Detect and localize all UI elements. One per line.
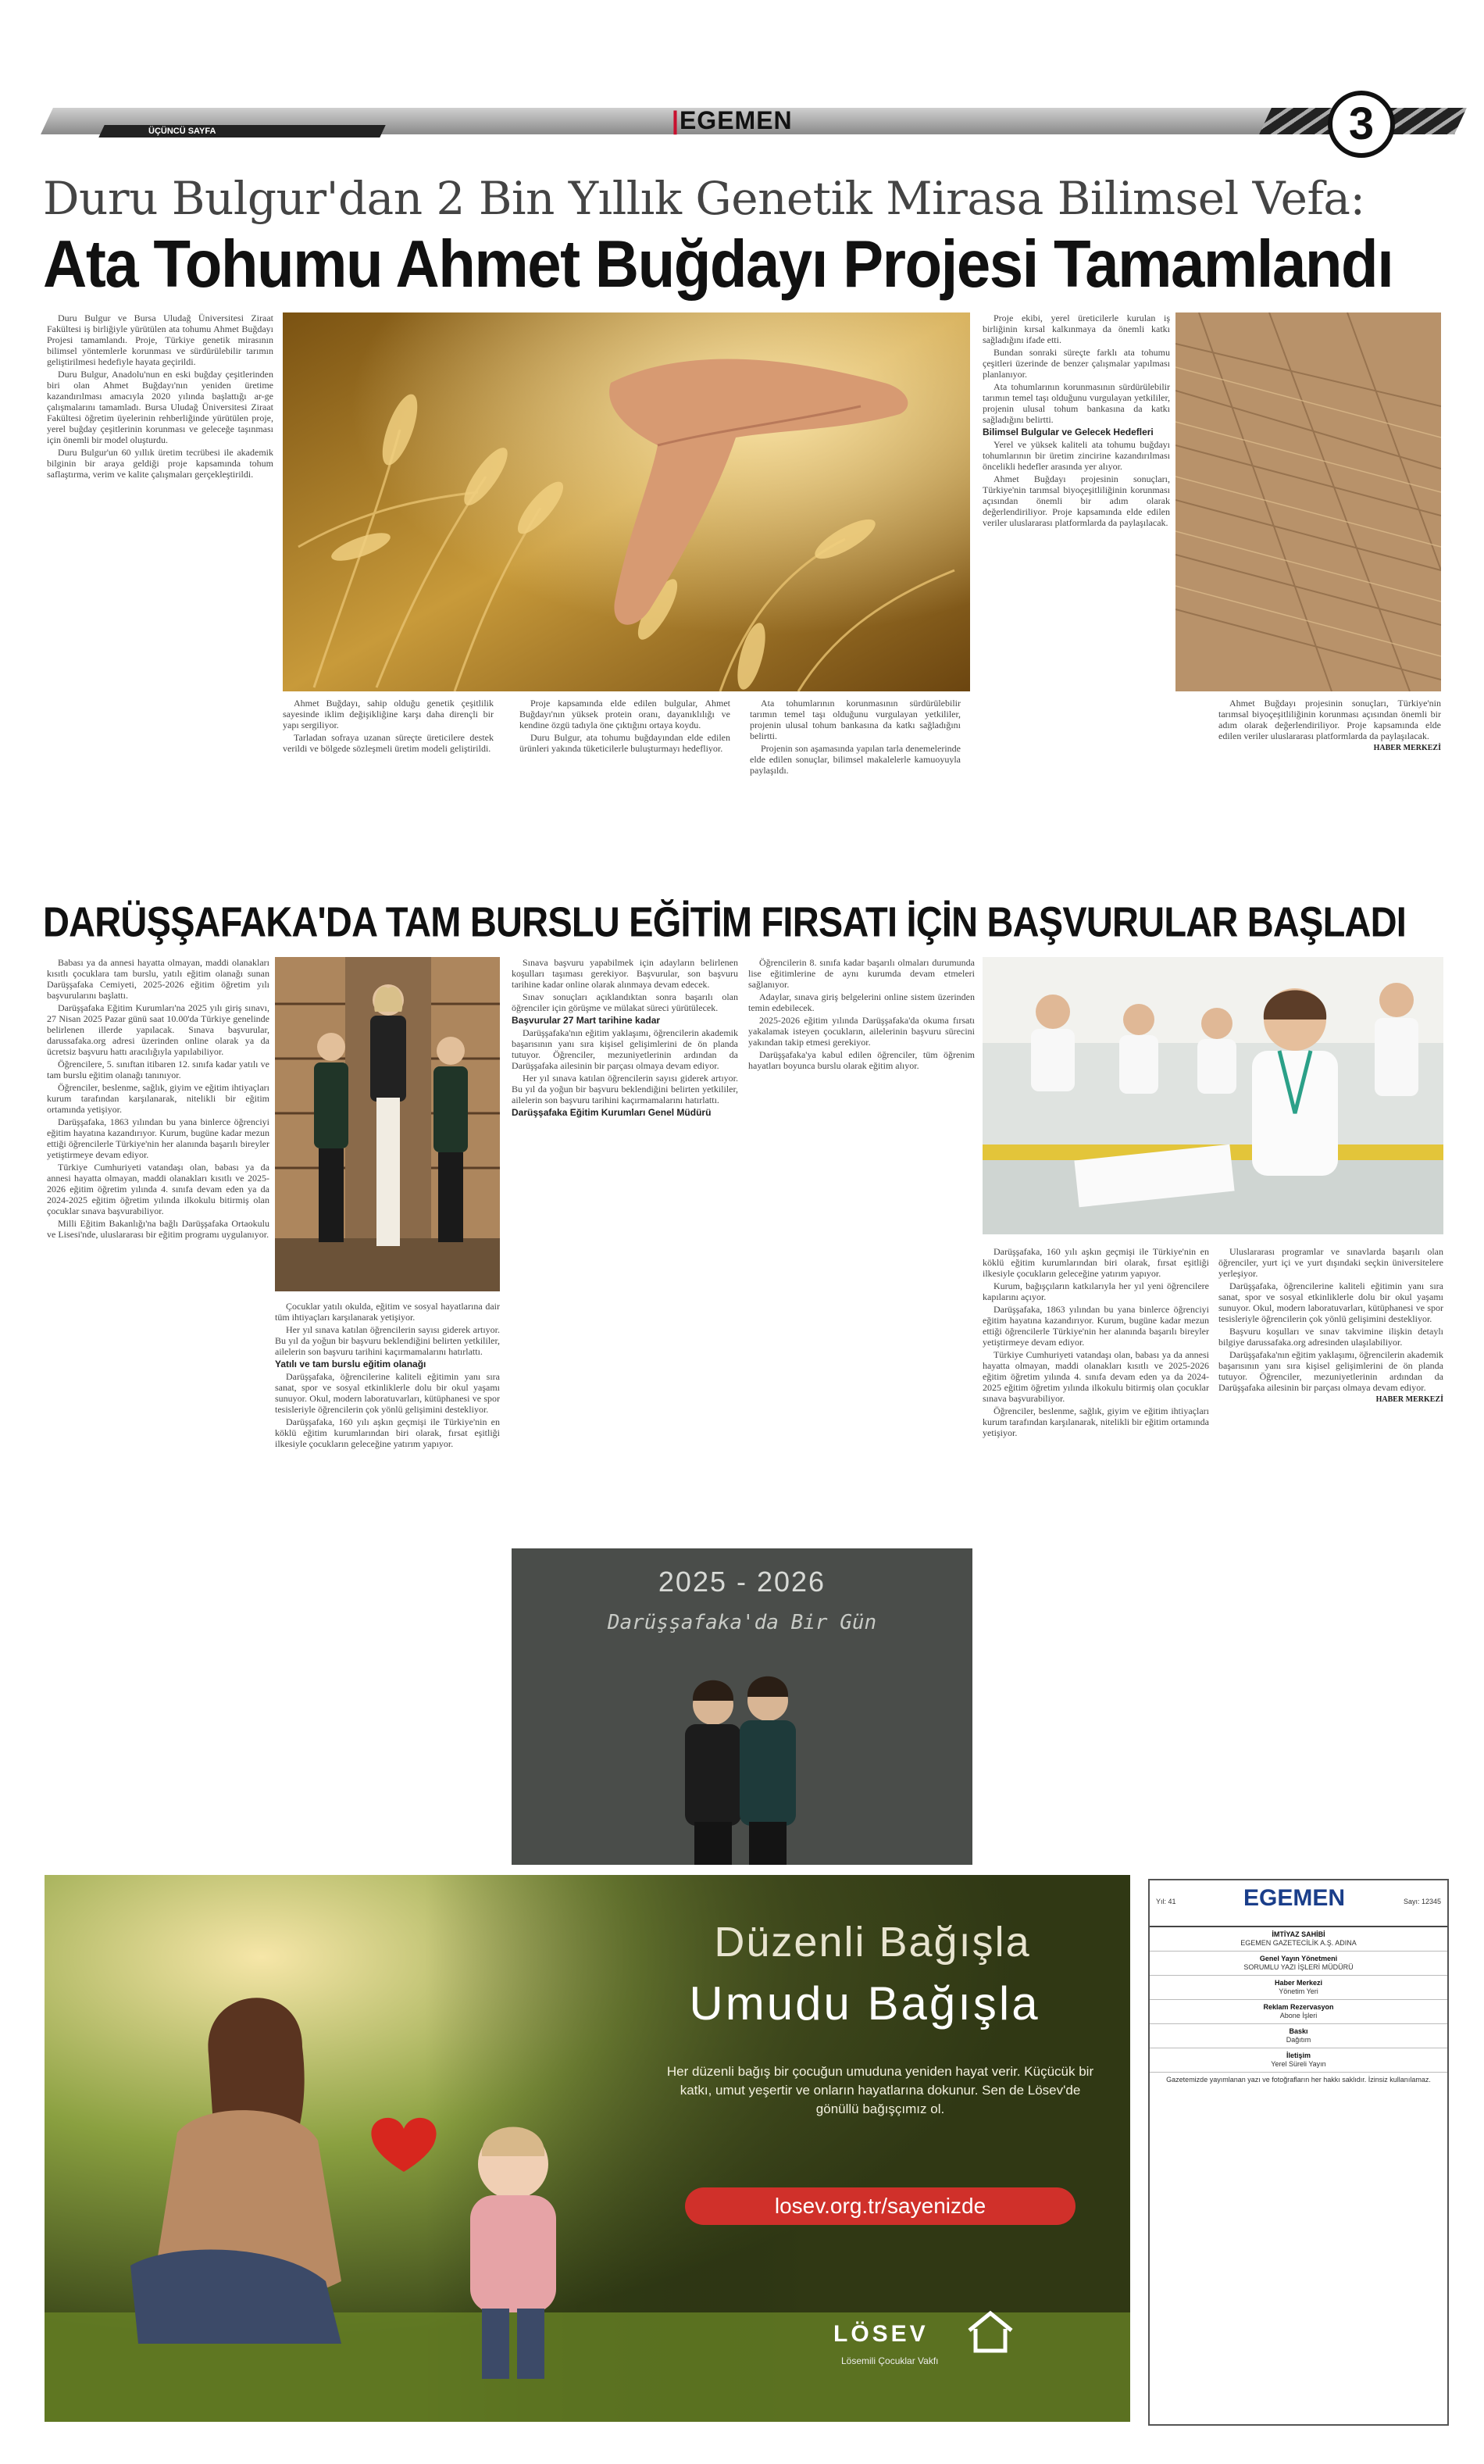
paragraph: Öğrencilere, 5. sınıftan itibaren 12. sınıfa kadar yatılı ve tam burslu eğitim olanağı tanınıyor. (47, 1059, 269, 1080)
paragraph: Uluslararası programlar ve sınavlarda başarılı olan öğrenciler, yurt içi ve yurt dışındaki seçkin üniversitelere yerleşiyor. (1218, 1246, 1443, 1279)
students-library-illustration (275, 957, 500, 1291)
paragraph: Her yıl sınava katılan öğrencilerin sayısı giderek artıyor. Bu yıl da yoğun bir başvuru beklendiğini belirten yetkililer, ailelerin son başvuru tarihini kaçırmamalarını hatırlattı. (275, 1324, 500, 1357)
imprint-row (1150, 1976, 1447, 2000)
paragraph: Türkiye Cumhuriyeti vatandaşı olan, babası ya da annesi hayatta olmayan, maddi olanakları kısıtlı ve 2025-2026 eğitim öğretim yılında 4. sınıfa devam eden ya da 2024-2025 eğitim öğretim yılında ilkokulu bitirmiş olan çocuklar sınava başvurabiliyor. (47, 1162, 269, 1216)
paragraph: Ahmet Buğdayı projesinin sonuçları, Türkiye'nin tarımsal biyoçeşitliliğinin korunması açısından önemli bir adım olarak değerlendiriliyor. Proje kapsamında elde edilen veriler uluslararası platformlarda da paylaşılacak. (983, 473, 1170, 528)
imprint-label: İletişim (1286, 2052, 1311, 2059)
students-library-photo (275, 957, 500, 1291)
paragraph: Babası ya da annesi hayatta olmayan, maddi olanakları kısıtlı çocuklara tam burslu, yatılı eğitim olanağı sunan Darüşşafaka Cemiyeti, 2025-2026 eğitim öğretim yılı başvurularını başlattı. (47, 957, 269, 1001)
article2-column-5 (983, 1246, 1209, 1863)
imprint-row (1150, 2024, 1447, 2048)
paragraph: Proje kapsamında elde edilen bulgular, Ahmet Buğdayı'nın yüksek protein oranı, dayanıklılığı ve kendine özgü tadıyla öne çıktığını ortaya koydu. (519, 698, 730, 730)
paragraph: Bundan sonraki süreçte farklı ata tohumu çeşitleri üzerinde de benzer çalışmalar yapılması planlanıyor. (983, 347, 1170, 380)
article1-column-4 (750, 698, 961, 823)
paragraph: Adaylar, sınava giriş belgelerini online sistem üzerinden temin edebilecek. (748, 991, 975, 1013)
subheading: Bilimsel Bulgular ve Gelecek Hedefleri (983, 427, 1154, 437)
article1-title-line2: Ata Tohumu Ahmet Buğdayı Projesi Tamamlandı (43, 226, 1393, 302)
subheading: Yatılı ve tam burslu eğitim olanağı (275, 1359, 426, 1369)
article2-column-4 (748, 957, 975, 1535)
classroom-illustration (983, 957, 1443, 1234)
paragraph: Darüşşafaka'nın eğitim yaklaşımı, öğrencilerin akademik başarısının yanı sıra kişisel gelişimlerini de ön planda tutuyor. Öğrenciler, mezuniyetlerinin ardından da Darüşşafaka ailesinin bir parçası olmaya devam ediyor. (512, 1027, 738, 1071)
paragraph: Duru Bulgur'un 60 yıllık üretim tecrübesi ile akademik bilginin bir araya geldiği proje kapsamında tohum saflaştırma, verim ve kalite çalışmaları gerçekleştirildi. (47, 447, 273, 480)
imprint-value: SORUMLU YAZI İŞLERİ MÜDÜRÜ (1243, 1963, 1354, 1971)
paragraph: Ata tohumlarının korunmasının sürdürülebilir tarımın temel taşı olduğunu vurgulayan yetkililer, projenin ulusal tohum bankasına da katkı sağladığını belirtti. (983, 381, 1170, 425)
masthead-date-strip (98, 125, 385, 137)
imprint-label: Genel Yayın Yönetmeni (1259, 1955, 1338, 1962)
wheat-hand-photo (283, 312, 970, 691)
paragraph: Darüşşafaka, öğrencilerine kaliteli eğitimin yanı sıra sanat, spor ve sosyal etkinliklerle dolu bir okul yaşamı sunuyor. Okul, modern laboratuvarları, kütüphanesi ve spor tesisleriyle öğrencilerin çok yönlü gelişimini destekliyor. (1218, 1280, 1443, 1324)
imprint-row (1150, 1927, 1447, 1952)
losev-logo-subtitle: Lösemili Çocuklar Vakfı (841, 2355, 939, 2366)
paragraph: Proje ekibi, yerel üreticilerle kurulan iş birliğinin kırsal kalkınmaya da önemli katkı sağladığını ifade etti. (983, 312, 1170, 345)
byline: HABER MERKEZİ (1375, 1395, 1443, 1404)
subheading: Darüşşafaka Eğitim Kurumları Genel Müdürü (512, 1107, 712, 1118)
paragraph: Öğrencilerin 8. sınıfa kadar başarılı olmaları durumunda lise eğitimlerine de aynı kurumda devam etmeleri sağlanıyor. (748, 957, 975, 990)
poster-years: 2025 - 2026 (658, 1566, 826, 1598)
article1-title-line1: Duru Bulgur'dan 2 Bin Yıllık Genetik Mirasa Bilimsel Vefa: (43, 172, 1365, 225)
imprint-value: Dağıtım (1286, 2036, 1311, 2044)
byline: HABER MERKEZİ (1373, 744, 1441, 752)
paragraph: Öğrenciler, beslenme, sağlık, giyim ve eğitim ihtiyaçları kurum tarafından karşılanarak, nitelikli bir eğitim ortamında yetişiyor. (983, 1405, 1209, 1438)
losev-logo-text: LÖSEV (833, 2321, 929, 2347)
ad-url-button[interactable]: losev.org.tr/sayenizde (685, 2187, 1076, 2225)
paragraph: Darüşşafaka Eğitim Kurumları'na 2025 yılı giriş sınavı, 27 Nisan 2025 Pazar günü saat 10.00'da Türkiye genelinde belirlenen illerde yapılacak. Sınava başvurular, darussafaka.org adresi üzerinden online olarak ya da ücretsiz başvuru hattı aracılığıyla yapılabiliyor. (47, 1002, 269, 1057)
losev-advertisement (45, 1875, 1130, 2422)
wheat-field-illustration (1175, 312, 1441, 691)
paragraph: Sınav sonuçları açıklandıktan sonra başarılı olan öğrenciler için görüşme ve mülakat süreci yürütülecek. (512, 991, 738, 1013)
imprint-label: Reklam Rezervasyon (1263, 2003, 1334, 2011)
masthead (47, 94, 1437, 148)
imprint-label: İMTİYAZ SAHİBİ (1272, 1930, 1325, 1938)
paragraph: Milli Eğitim Bakanlığı'na bağlı Darüşşafaka Ortaokulu ve Lisesi'nde, uluslararası bir eğitim programı uygulanıyor. (47, 1218, 269, 1240)
paragraph: Başvuru koşulları ve sınav takvimine ilişkin detaylı bilgiye darussafaka.org adresinden ulaşılabiliyor. (1218, 1326, 1443, 1348)
imprint-value: Yerel Süreli Yayın (1271, 2060, 1326, 2068)
darussafaka-poster (512, 1548, 972, 1865)
paragraph: Ahmet Buğdayı projesinin sonuçları, Türkiye'nin tarımsal biyoçeşitliliğinin korunması açısından önemli bir adım olarak değerlendiriliyor. Proje kapsamında elde edilen veriler uluslararası platformlarda da paylaşılacak. (1218, 698, 1441, 741)
article1-column-2 (283, 698, 494, 823)
paragraph: Projenin son aşamasında yapılan tarla denemelerinde elde edilen sonuçlar, bilimsel makalelerle kamuoyuyla paylaşıldı. (750, 743, 961, 776)
imprint-issue: Sayı: 12345 (1403, 1898, 1441, 1905)
paragraph: Darüşşafaka, öğrencilerine kaliteli eğitimin yanı sıra sanat, spor ve sosyal etkinliklerle dolu bir okul yaşamı sunuyor. Okul, modern laboratuvarları, kütüphanesi ve spor tesisleriyle öğrencilerin çok yönlü gelişimini destekliyor. (275, 1371, 500, 1415)
article2-title: DARÜŞŞAFAKA'DA TAM BURSLU EĞİTİM FIRSATI İÇİN BAŞVURULAR BAŞLADI (43, 898, 1407, 946)
imprint-logo: EGEMEN (1243, 1885, 1346, 1911)
ad-body-text: Her düzenli bağış bir çocuğun umuduna yeniden hayat verir. Küçücük bir katkı, umut yeşertir ve onların hayatlarına dokunur. Sen de Lösev'de gönüllü bağışçımız ol. (666, 2064, 1094, 2116)
paragraph: Ata tohumlarının korunmasının sürdürülebilir tarımın temel taşı olduğunu vurgulayan yetkililer, projenin ulusal tohum bankasına da katkı sağladığını belirtti. (750, 698, 961, 741)
article2-column-2 (275, 1301, 500, 1859)
page-number: 3 (1328, 91, 1395, 158)
paragraph: Türkiye Cumhuriyeti vatandaşı olan, babası ya da annesi hayatta olmayan, maddi olanakları kısıtlı ve 2025-2026 eğitim öğretim yılında 4. sınıfa devam eden ya da 2024-2025 eğitim öğretim yılında ilkokulu bitirmiş olan çocuklar sınava başvurabiliyor. (983, 1349, 1209, 1404)
article2-column-1 (47, 957, 269, 1859)
imprint-row (1150, 2048, 1447, 2073)
paragraph: Sınava başvuru yapabilmek için adayların belirlenen koşulları taşıması gerekiyor. Başvurular, son başvuru tarihine kadar online olarak alınmaya devam edecek. (512, 957, 738, 990)
paragraph: Yerel ve yüksek kaliteli ata tohumu buğdayı tohumlarının bir üretim zincirine kazandırılması öncelikli hedefler arasında yer alıyor. (983, 439, 1170, 472)
paragraph: Ahmet Buğdayı, sahip olduğu genetik çeşitlilik sayesinde iklim değişikliğine karşı daha dirençli bir yapı sergiliyor. (283, 698, 494, 730)
article1-column-5 (983, 312, 1170, 832)
paragraph: Duru Bulgur, ata tohumu buğdayından elde edilen ürünleri yakında tüketicilerle buluşturmayı hedefliyor. (519, 732, 730, 754)
masthead-date: ÜÇÜNCÜ SAYFA (148, 127, 216, 136)
imprint-row (1150, 1952, 1447, 1976)
house-icon (966, 2309, 1015, 2355)
paragraph: Darüşşafaka, 1863 yılından bu yana binlerce öğrenciyi eğitim hayatına kazandırıyor. Kurum, bugüne kadar mezun ettiği öğrencilerle Türkiye'nin her alanında başarılı bireyler yetiştirmeye devam ediyor. (47, 1116, 269, 1160)
paragraph: Kurum, bağışçıların katkılarıyla her yıl yeni öğrencilere kapılarını açıyor. (983, 1280, 1209, 1302)
imprint-header (1150, 1880, 1447, 1927)
paragraph: Tarladan sofraya uzanan süreçte üreticilere destek verildi ve bölgede sözleşmeli üretim modeli geliştirildi. (283, 732, 494, 754)
article1-column-1 (47, 312, 273, 820)
article1-column-6 (1218, 698, 1441, 823)
wheat-field-photo (1175, 312, 1441, 691)
poster-students-illustration (512, 1548, 972, 1865)
paragraph: Her yıl sınava katılan öğrencilerin sayısı giderek artıyor. Bu yıl da yoğun bir başvuru beklendiğini belirten yetkililer, ailelerin son başvuru tarihini kaçırmamalarını hatırlattı. (512, 1073, 738, 1105)
masthead-logo-text: EGEMEN (679, 106, 793, 134)
paragraph: Darüşşafaka, 1863 yılından bu yana binlerce öğrenciyi eğitim hayatına kazandırıyor. Kurum, bugüne kadar mezun ettiği öğrencilerle Türkiye'nin her alanında başarılı bireyler yetiştirmeye devam ediyor. (983, 1304, 1209, 1348)
paragraph: Darüşşafaka'ya kabul edilen öğrenciler, tüm öğrenim hayatları boyunca burslu olarak eğitim alıyor. (748, 1049, 975, 1071)
poster-caption: Darüşşafaka'da Bir Gün (607, 1611, 877, 1634)
imprint-value: EGEMEN GAZETECİLİK A.Ş. ADINA (1240, 1939, 1357, 1947)
subheading: Başvurular 27 Mart tarihine kadar (512, 1015, 661, 1026)
imprint-label: Baskı (1289, 2027, 1308, 2035)
imprint-value: Yönetim Yeri (1279, 1987, 1318, 1995)
article2-column-3 (512, 957, 738, 1535)
article2-column-6 (1218, 1246, 1443, 1863)
article1-column-3 (519, 698, 730, 823)
paragraph: Darüşşafaka'nın eğitim yaklaşımı, öğrencilerin akademik başarısının yanı sıra kişisel gelişimlerini de ön planda tutuyor. Öğrenciler, mezuniyetlerinin ardından da Darüşşafaka ailesinin bir parçası olmaya devam ediyor. (1218, 1349, 1443, 1393)
wheat-hand-illustration (283, 312, 970, 691)
imprint-value: Abone İşleri (1279, 2012, 1318, 2019)
ad-title-line2: Umudu Bağışla (689, 1977, 1040, 2030)
ad-title-line1: Düzenli Bağışla (714, 1919, 1031, 1966)
imprint-row (1150, 2000, 1447, 2024)
imprint-box (1148, 1879, 1449, 2426)
imprint-footer: Gazetemizde yayımlanan yazı ve fotoğrafların her hakkı saklıdır. İzinsiz kullanılamaz. (1166, 2076, 1431, 2084)
paragraph: Duru Bulgur, Anadolu'nun en eski buğday çeşitlerinden biri olan Ahmet Buğdayı'nın yeniden üretime kazandırılması amacıyla 2020 yılında başlattığı ar-ge çalışmalarını tamamladı. Bursa Uludağ Üniversitesi Ziraat Fakültesi öğretim üyelerinin rehberliğinde yürütülen proje, yerel buğday çeşitlerinin korunması ve geleceğe taşınması için önemli bir model oluşturdu. (47, 369, 273, 445)
imprint-label: Haber Merkezi (1274, 1979, 1323, 1987)
paragraph: Çocuklar yatılı okulda, eğitim ve sosyal hayatlarına dair tüm ihtiyaçları karşılanarak yetişiyor. (275, 1301, 500, 1323)
imprint-year: Yıl: 41 (1156, 1898, 1176, 1905)
paragraph: Duru Bulgur ve Bursa Uludağ Üniversitesi Ziraat Fakültesi iş birliğiyle yürütülen ata tohumu Ahmet Buğdayı Projesi tamamlandı. Proje, Türkiye genetik mirasının bilimsel yöntemlerle korunması ve sürdürülebilir tarımın geliştirilmesi hedefiyle hayata geçirildi. (47, 312, 273, 367)
paragraph: Darüşşafaka, 160 yılı aşkın geçmişi ile Türkiye'nin en köklü eğitim kurumlarından biri olarak, fırsat eşitliği ilkesiyle çocukların geleceğine yatırım yapıyor. (983, 1246, 1209, 1279)
masthead-logo: |EGEMEN (672, 106, 793, 134)
classroom-photo (983, 957, 1443, 1234)
losev-logo (833, 2301, 1021, 2371)
paragraph: Öğrenciler, beslenme, sağlık, giyim ve eğitim ihtiyaçları kurum tarafından karşılanarak, nitelikli bir eğitim ortamında yetişiyor. (47, 1082, 269, 1115)
paragraph: 2025-2026 eğitim yılında Darüşşafaka'da okuma fırsatı yakalamak isteyen çocukların, ailelerinin başvuru sürecini yakından takip etmesi gerekiyor. (748, 1015, 975, 1048)
paragraph: Darüşşafaka, 160 yılı aşkın geçmişi ile Türkiye'nin en köklü eğitim kurumlarından biri olarak, fırsat eşitliği ilkesiyle çocukların geleceğine yatırım yapıyor. (275, 1416, 500, 1449)
